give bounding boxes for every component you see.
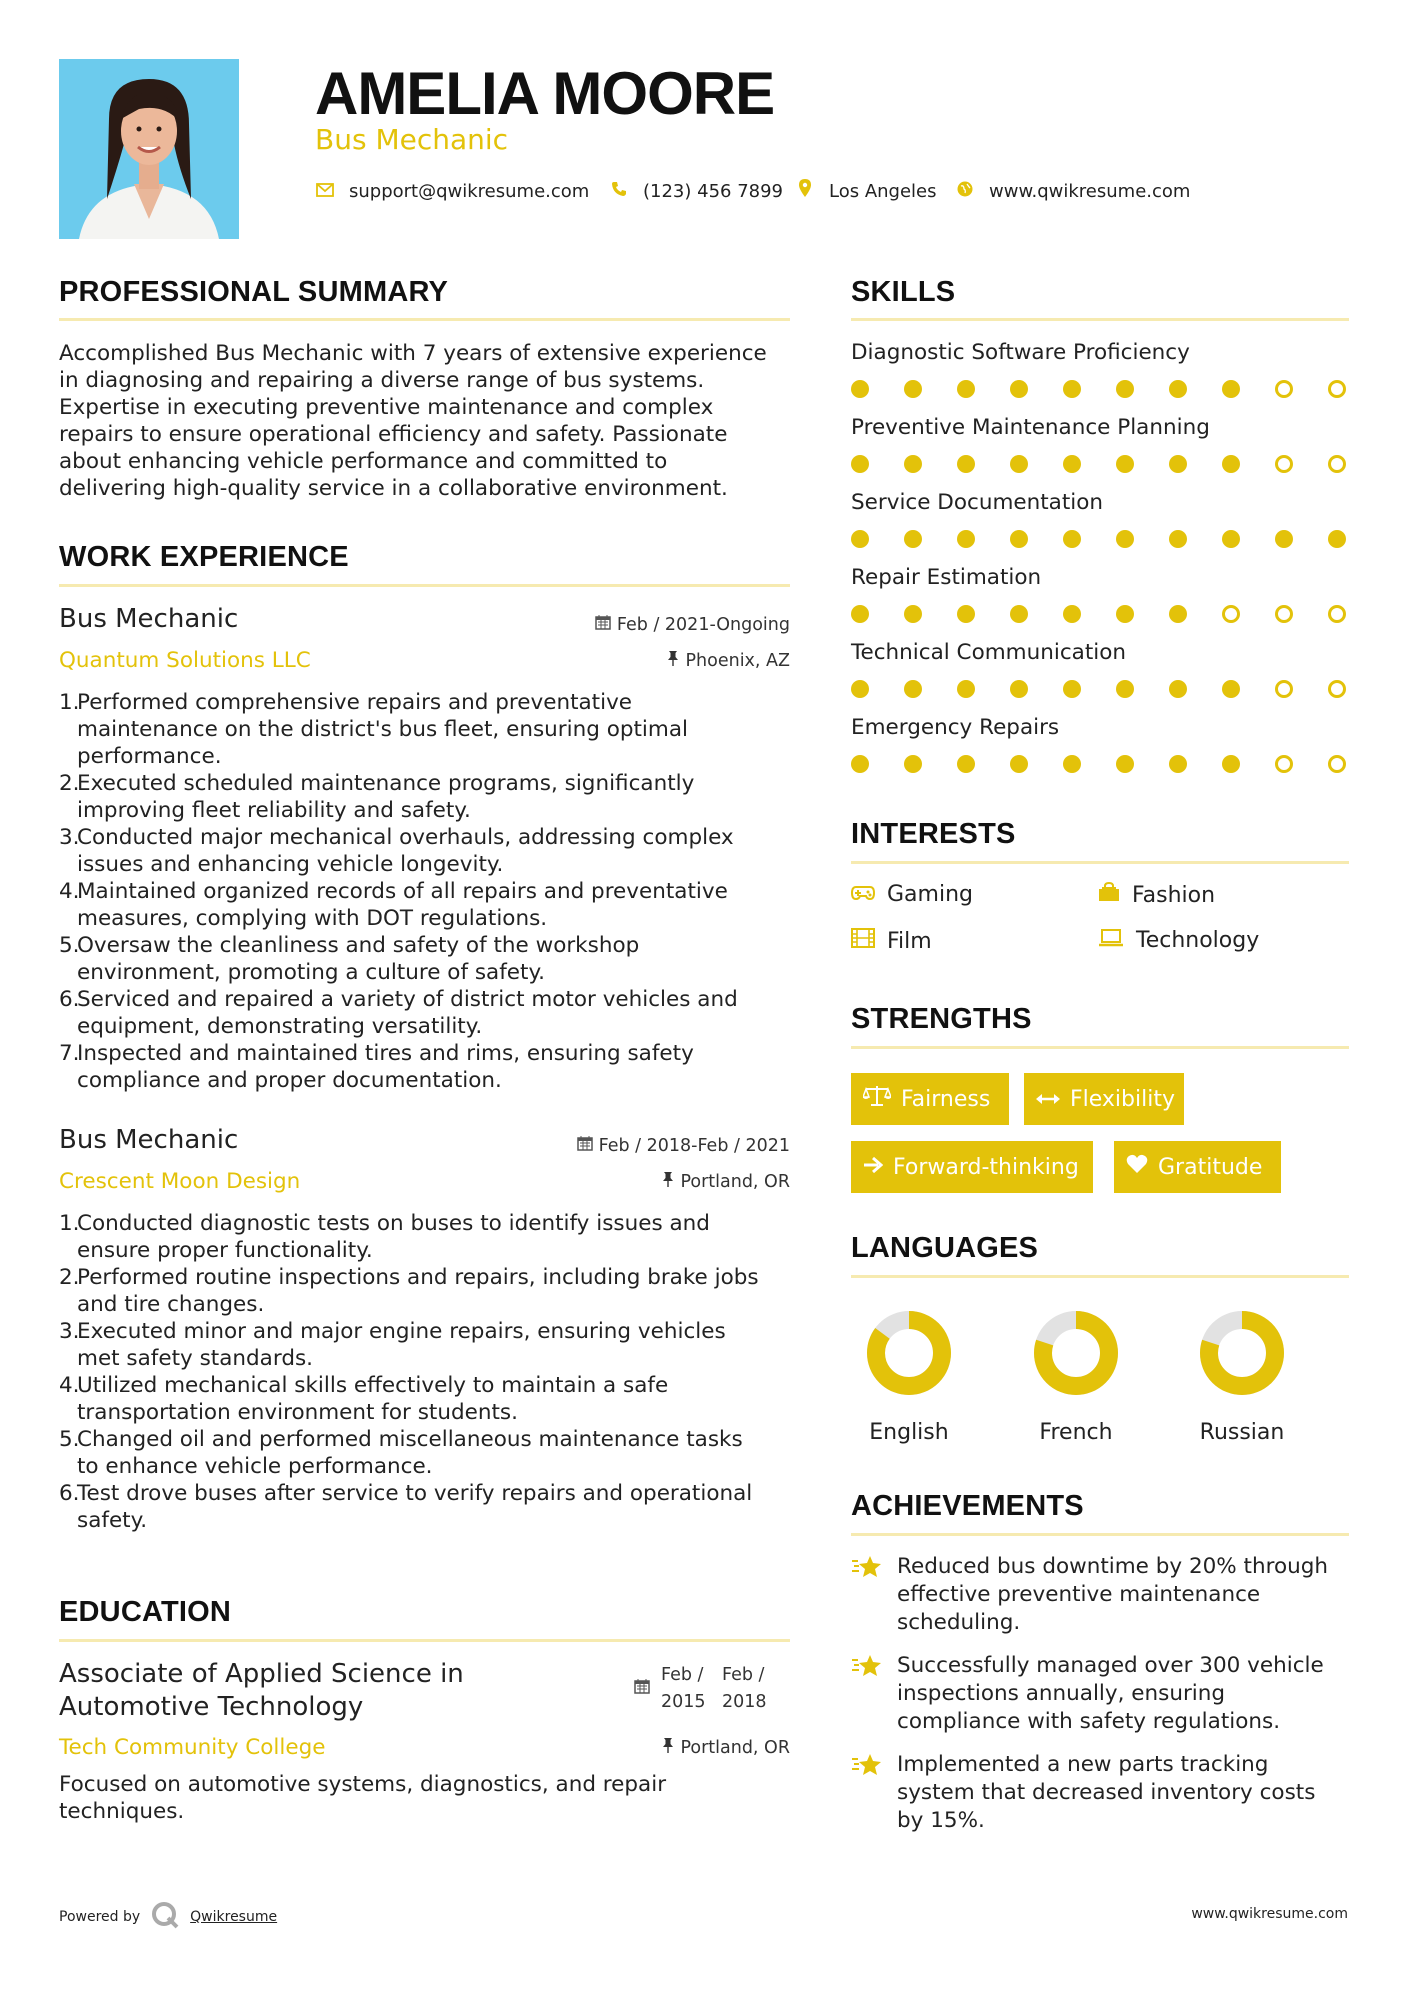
job-1-duties bbox=[59, 689, 799, 1094]
heart-icon bbox=[1126, 1154, 1148, 1180]
pin-icon bbox=[667, 650, 679, 671]
education-school: Tech Community College bbox=[59, 1735, 326, 1760]
interest-film bbox=[851, 928, 932, 954]
language-name: Russian bbox=[1199, 1420, 1285, 1445]
job-1-location-text: Phoenix, AZ bbox=[685, 650, 790, 671]
arrow-right-icon bbox=[863, 1155, 883, 1180]
job-1-location bbox=[667, 650, 790, 671]
summary-line: in diagnosing and repairing a diverse range of bus systems. bbox=[59, 368, 705, 393]
duty-item: 1. Performed comprehensive repairs and preventative maintenance on the district's bus fleet, ensuring optimal performance. bbox=[59, 690, 688, 769]
rating-dot-filled bbox=[1169, 380, 1187, 398]
skills-divider bbox=[851, 318, 1349, 321]
summary-line: repairs to ensure operational efficiency and safety. Passionate bbox=[59, 422, 728, 447]
language-name: French bbox=[1039, 1420, 1113, 1445]
duty-item: 3. Conducted major mechanical overhauls, addressing complex issues and enhancing vehicle longevity. bbox=[59, 825, 734, 877]
duty-item: 4. Utilized mechanical skills effectively to maintain a safe transportation environment for students. bbox=[59, 1373, 669, 1425]
candidate-name: AMELIA MOORE bbox=[315, 60, 775, 127]
language-donut bbox=[1021, 1308, 1131, 1398]
languages-heading: LANGUAGES bbox=[851, 1232, 1039, 1264]
envelope-icon bbox=[315, 178, 335, 206]
achievement-item bbox=[851, 1652, 1351, 1736]
star-badge-icon bbox=[851, 1751, 883, 1835]
skill-rating bbox=[851, 455, 1349, 475]
job-2-location bbox=[662, 1171, 790, 1192]
education-degree bbox=[59, 1658, 464, 1724]
strength-fairness bbox=[851, 1073, 1009, 1125]
summary-text bbox=[59, 340, 799, 502]
rating-dot-filled bbox=[957, 530, 975, 548]
rating-dot-filled bbox=[1222, 380, 1240, 398]
interest-label: Film bbox=[887, 928, 932, 954]
rating-dot-empty bbox=[1275, 755, 1293, 773]
contact-phone-text: (123) 456 7899 bbox=[643, 181, 784, 202]
rating-dot-filled bbox=[1169, 605, 1187, 623]
duty-item: 1. Conducted diagnostic tests on buses to identify issues and ensure proper functionality. bbox=[59, 1211, 710, 1263]
pin-icon bbox=[662, 1737, 674, 1758]
strengths-heading: STRENGTHS bbox=[851, 1003, 1032, 1035]
rating-dot-filled bbox=[851, 605, 869, 623]
rating-dot-filled bbox=[1169, 530, 1187, 548]
strength-flexibility bbox=[1024, 1073, 1184, 1125]
skill-name: Service Documentation bbox=[851, 490, 1104, 515]
contact-website[interactable] bbox=[955, 178, 1190, 206]
rating-dot-empty bbox=[1275, 680, 1293, 698]
duty-item: 2. Executed scheduled maintenance programs, significantly improving fleet reliability and safety. bbox=[59, 771, 695, 823]
film-icon bbox=[851, 928, 875, 954]
language-donut bbox=[854, 1308, 964, 1398]
rating-dot-filled bbox=[851, 755, 869, 773]
strength-label: Forward-thinking bbox=[893, 1154, 1079, 1180]
duty-item: 5. Changed oil and performed miscellaneous maintenance tasks to enhance vehicle performance. bbox=[59, 1427, 743, 1479]
footer-powered-by bbox=[59, 1900, 277, 1934]
strength-label: Flexibility bbox=[1070, 1086, 1175, 1112]
education-location-text: Portland, OR bbox=[680, 1737, 790, 1758]
education-end: Feb / 2018 bbox=[722, 1665, 767, 1712]
rating-dot-filled bbox=[904, 680, 922, 698]
rating-dot-filled bbox=[1222, 530, 1240, 548]
interest-gaming bbox=[851, 882, 973, 907]
skill-name: Technical Communication bbox=[851, 640, 1127, 665]
education-calendar bbox=[634, 1678, 650, 1698]
laptop-icon bbox=[1098, 928, 1124, 953]
degree-line: Automotive Technology bbox=[59, 1692, 364, 1722]
rating-dot-empty bbox=[1275, 455, 1293, 473]
rating-dot-filled bbox=[904, 530, 922, 548]
rating-dot-empty bbox=[1222, 605, 1240, 623]
rating-dot-empty bbox=[1328, 380, 1346, 398]
language-item bbox=[854, 1308, 964, 1445]
job-2-duties bbox=[59, 1210, 799, 1534]
rating-dot-filled bbox=[1169, 755, 1187, 773]
rating-dot-filled bbox=[1222, 680, 1240, 698]
skill-rating bbox=[851, 680, 1349, 700]
phone-icon bbox=[609, 178, 629, 206]
rating-dot-empty bbox=[1328, 605, 1346, 623]
map-marker-icon bbox=[795, 178, 815, 206]
rating-dot-filled bbox=[1063, 380, 1081, 398]
rating-dot-filled bbox=[1169, 455, 1187, 473]
qwikresume-link[interactable]: Qwikresume bbox=[190, 1909, 278, 1925]
summary-divider bbox=[59, 318, 790, 321]
education-divider bbox=[59, 1639, 790, 1642]
rating-dot-filled bbox=[1063, 455, 1081, 473]
duty-item: 2. Performed routine inspections and repairs, including brake jobs and tire changes. bbox=[59, 1265, 759, 1317]
rating-dot-filled bbox=[1169, 680, 1187, 698]
language-item bbox=[1021, 1308, 1131, 1445]
rating-dot-filled bbox=[1116, 380, 1134, 398]
calendar-icon bbox=[577, 1135, 593, 1156]
rating-dot-filled bbox=[957, 755, 975, 773]
rating-dot-filled bbox=[1063, 755, 1081, 773]
rating-dot-filled bbox=[904, 380, 922, 398]
rating-dot-filled bbox=[1116, 680, 1134, 698]
candidate-title: Bus Mechanic bbox=[315, 123, 509, 156]
job-2-company: Crescent Moon Design bbox=[59, 1169, 301, 1194]
rating-dot-filled bbox=[1010, 380, 1028, 398]
rating-dot-filled bbox=[904, 455, 922, 473]
skill-rating bbox=[851, 605, 1349, 625]
contact-phone[interactable] bbox=[609, 178, 783, 206]
strength-label: Fairness bbox=[901, 1086, 991, 1112]
summary-line: Expertise in executing preventive maintenance and complex bbox=[59, 395, 714, 420]
shopping-bag-icon bbox=[1098, 882, 1120, 908]
strengths-divider bbox=[851, 1046, 1349, 1049]
rating-dot-filled bbox=[851, 380, 869, 398]
summary-line: about enhancing vehicle performance and committed to bbox=[59, 449, 668, 474]
footer-url[interactable]: www.qwikresume.com bbox=[1191, 1906, 1348, 1922]
achievement-text: Implemented a new parts tracking system that decreased inventory costs by 15%. bbox=[897, 1752, 1316, 1833]
arrows-horizontal-icon bbox=[1036, 1087, 1060, 1112]
skill-name: Repair Estimation bbox=[851, 565, 1042, 590]
duty-item: 5. Oversaw the cleanliness and safety of the workshop environment, promoting a culture of safety. bbox=[59, 933, 640, 985]
skill-name: Emergency Repairs bbox=[851, 715, 1060, 740]
calendar-icon bbox=[634, 1679, 650, 1698]
rating-dot-filled bbox=[1222, 755, 1240, 773]
languages-divider bbox=[851, 1275, 1349, 1278]
achievement-text: Successfully managed over 300 vehicle inspections annually, ensuring compliance with safety regulations. bbox=[897, 1653, 1324, 1734]
rating-dot-empty bbox=[1328, 680, 1346, 698]
skills-heading: SKILLS bbox=[851, 276, 956, 308]
globe-icon bbox=[955, 178, 975, 206]
rating-dot-empty bbox=[1275, 605, 1293, 623]
interest-label: Gaming bbox=[887, 882, 973, 907]
interest-label: Fashion bbox=[1132, 882, 1216, 908]
job-2-title: Bus Mechanic bbox=[59, 1125, 239, 1155]
rating-dot-filled bbox=[1063, 680, 1081, 698]
rating-dot-filled bbox=[904, 755, 922, 773]
skill-rating bbox=[851, 755, 1349, 775]
language-name: English bbox=[869, 1420, 949, 1445]
rating-dot-filled bbox=[1010, 455, 1028, 473]
powered-by-label: Powered by bbox=[59, 1909, 141, 1925]
skill-rating bbox=[851, 380, 1349, 400]
gamepad-icon bbox=[851, 882, 875, 907]
rating-dot-filled bbox=[1063, 605, 1081, 623]
interests-heading: INTERESTS bbox=[851, 818, 1016, 850]
duty-item: 7. Inspected and maintained tires and rims, ensuring safety compliance and proper documentation. bbox=[59, 1041, 694, 1093]
interest-fashion bbox=[1098, 882, 1215, 908]
rating-dot-filled bbox=[1010, 680, 1028, 698]
rating-dot-filled bbox=[1222, 455, 1240, 473]
rating-dot-filled bbox=[1116, 605, 1134, 623]
achievement-item bbox=[851, 1751, 1351, 1835]
interests-divider bbox=[851, 861, 1349, 864]
skill-name: Preventive Maintenance Planning bbox=[851, 415, 1210, 440]
rating-dot-empty bbox=[1275, 380, 1293, 398]
interest-technology bbox=[1098, 928, 1259, 953]
duty-item: 4. Maintained organized records of all repairs and preventative measures, complying with DOT regulations. bbox=[59, 879, 728, 931]
summary-line: delivering high-quality service in a collaborative environment. bbox=[59, 476, 728, 501]
rating-dot-filled bbox=[1010, 605, 1028, 623]
rating-dot-filled bbox=[1116, 530, 1134, 548]
rating-dot-filled bbox=[851, 530, 869, 548]
rating-dot-filled bbox=[1010, 530, 1028, 548]
education-location bbox=[662, 1737, 790, 1758]
summary-heading: PROFESSIONAL SUMMARY bbox=[59, 276, 449, 308]
contact-bar bbox=[315, 178, 1307, 208]
rating-dot-filled bbox=[1063, 530, 1081, 548]
summary-line: Accomplished Bus Mechanic with 7 years of extensive experience bbox=[59, 341, 767, 366]
job-2-location-text: Portland, OR bbox=[680, 1171, 790, 1192]
rating-dot-filled bbox=[1116, 455, 1134, 473]
rating-dot-filled bbox=[957, 605, 975, 623]
experience-heading: WORK EXPERIENCE bbox=[59, 541, 349, 573]
job-1-dates-text: Feb / 2021-Ongoing bbox=[616, 614, 790, 635]
rating-dot-empty bbox=[1328, 755, 1346, 773]
pin-icon bbox=[662, 1171, 674, 1192]
job-1-company: Quantum Solutions LLC bbox=[59, 648, 311, 673]
rating-dot-filled bbox=[957, 455, 975, 473]
education-description: Focused on automotive systems, diagnostics, and repair techniques. bbox=[59, 1772, 667, 1824]
balance-scale-icon bbox=[863, 1085, 891, 1113]
contact-website-text: www.qwikresume.com bbox=[989, 181, 1191, 202]
language-donut bbox=[1187, 1308, 1297, 1398]
strength-label: Gratitude bbox=[1158, 1154, 1263, 1180]
achievement-item bbox=[851, 1553, 1351, 1637]
rating-dot-filled bbox=[851, 680, 869, 698]
duty-item: 3. Executed minor and major engine repairs, ensuring vehicles met safety standards. bbox=[59, 1319, 726, 1371]
strength-forward-thinking bbox=[851, 1141, 1093, 1193]
job-1-dates bbox=[595, 614, 790, 635]
rating-dot-filled bbox=[957, 380, 975, 398]
rating-dot-filled bbox=[1116, 755, 1134, 773]
rating-dot-filled bbox=[957, 680, 975, 698]
profile-photo bbox=[59, 59, 239, 239]
language-item bbox=[1187, 1308, 1297, 1445]
rating-dot-empty bbox=[1328, 455, 1346, 473]
calendar-icon bbox=[595, 614, 611, 635]
contact-email-text: support@qwikresume.com bbox=[349, 181, 590, 202]
rating-dot-filled bbox=[851, 455, 869, 473]
interest-label: Technology bbox=[1136, 928, 1260, 953]
skill-name: Diagnostic Software Proficiency bbox=[851, 340, 1190, 365]
rating-dot-filled bbox=[904, 605, 922, 623]
star-badge-icon bbox=[851, 1652, 883, 1736]
achievements-divider bbox=[851, 1533, 1349, 1536]
job-2-dates-text: Feb / 2018-Feb / 2021 bbox=[598, 1135, 790, 1156]
degree-line: Associate of Applied Science in bbox=[59, 1659, 464, 1689]
contact-location-text: Los Angeles bbox=[829, 181, 937, 202]
achievement-text: Reduced bus downtime by 20% through effective preventive maintenance scheduling. bbox=[897, 1554, 1329, 1635]
job-2-dates bbox=[577, 1135, 790, 1156]
skill-rating bbox=[851, 530, 1349, 550]
duty-item: 6. Test drove buses after service to verify repairs and operational safety. bbox=[59, 1481, 753, 1533]
rating-dot-filled bbox=[1275, 530, 1293, 548]
strength-gratitude bbox=[1114, 1141, 1281, 1193]
contact-location bbox=[795, 178, 937, 206]
star-badge-icon bbox=[851, 1553, 883, 1637]
qwikresume-logo-icon bbox=[150, 1900, 180, 1934]
duty-item: 6. Serviced and repaired a variety of district motor vehicles and equipment, demonstrating versatility. bbox=[59, 987, 738, 1039]
achievements-heading: ACHIEVEMENTS bbox=[851, 1490, 1084, 1522]
education-heading: EDUCATION bbox=[59, 1596, 232, 1628]
education-start: Feb / 2015 bbox=[661, 1665, 706, 1712]
rating-dot-filled bbox=[1010, 755, 1028, 773]
contact-email[interactable] bbox=[315, 178, 589, 206]
rating-dot-filled bbox=[1328, 530, 1346, 548]
experience-divider bbox=[59, 584, 790, 587]
job-1-title: Bus Mechanic bbox=[59, 604, 239, 634]
